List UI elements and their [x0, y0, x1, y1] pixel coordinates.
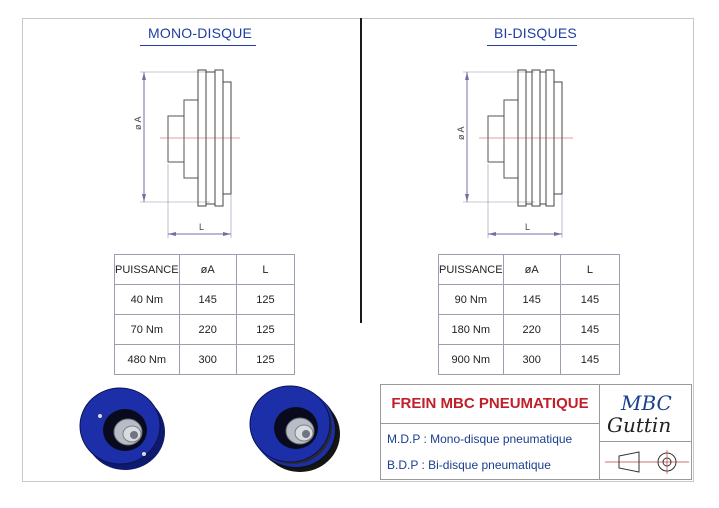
cell-diameter: 220 [503, 315, 560, 345]
bi-disques-table [438, 254, 620, 375]
table-row [115, 315, 295, 345]
projection-symbol-icon [605, 449, 689, 475]
bi-diameter-label: ø A [456, 126, 466, 140]
table-row [439, 315, 620, 345]
bi-length-label: L [525, 222, 531, 232]
header-puissance: PUISSANCE [439, 255, 504, 285]
mono-disque-underline [140, 45, 256, 46]
table-row [115, 285, 295, 315]
title-block [380, 384, 692, 480]
cell-diameter: 220 [179, 315, 236, 345]
table-header-row [439, 255, 620, 285]
cell-puissance: 40 Nm [115, 285, 180, 315]
cell-puissance: 900 Nm [439, 345, 504, 375]
mono-diameter-label: ø A [133, 116, 143, 130]
title-block-line-mdp: M.D.P : Mono-disque pneumatique [387, 432, 573, 446]
cell-length: 125 [236, 345, 294, 375]
cell-puissance: 90 Nm [439, 285, 504, 315]
title-block-main [381, 385, 600, 479]
mono-disque-render [70, 376, 180, 476]
title-block-heading: FREIN MBC PNEUMATIQUE [381, 385, 599, 424]
bi-disques-underline [487, 45, 577, 46]
table-header-row [115, 255, 295, 285]
header-puissance: PUISSANCE [115, 255, 180, 285]
center-divider [360, 18, 362, 323]
cell-length: 125 [236, 315, 294, 345]
mono-disque-title: MONO-DISQUE [148, 25, 253, 41]
bi-disques-render [242, 376, 352, 476]
cell-puissance: 70 Nm [115, 315, 180, 345]
cell-diameter: 145 [503, 285, 560, 315]
cell-diameter: 145 [179, 285, 236, 315]
cell-length: 145 [560, 345, 619, 375]
bi-disques-title: BI-DISQUES [494, 25, 577, 41]
cell-length: 145 [560, 315, 619, 345]
cell-diameter: 300 [179, 345, 236, 375]
logo-mbc: MBC [621, 391, 672, 415]
table-row [439, 345, 620, 375]
mono-disque-table [114, 254, 295, 375]
header-diameter: øA [179, 255, 236, 285]
header-length: L [236, 255, 294, 285]
title-block-line-bdp: B.D.P : Bi-disque pneumatique [387, 458, 551, 472]
cell-length: 145 [560, 285, 619, 315]
header-diameter: øA [503, 255, 560, 285]
cell-length: 125 [236, 285, 294, 315]
cell-puissance: 480 Nm [115, 345, 180, 375]
logo-divider [600, 441, 692, 442]
cell-puissance: 180 Nm [439, 315, 504, 345]
table-row [115, 345, 295, 375]
cell-diameter: 300 [503, 345, 560, 375]
mono-length-label: L [199, 222, 205, 232]
mono-disque-drawing [130, 60, 250, 240]
logo-guttin: Guttin [607, 413, 672, 437]
header-length: L [560, 255, 619, 285]
bi-disques-drawing [455, 60, 585, 240]
table-row [439, 285, 620, 315]
